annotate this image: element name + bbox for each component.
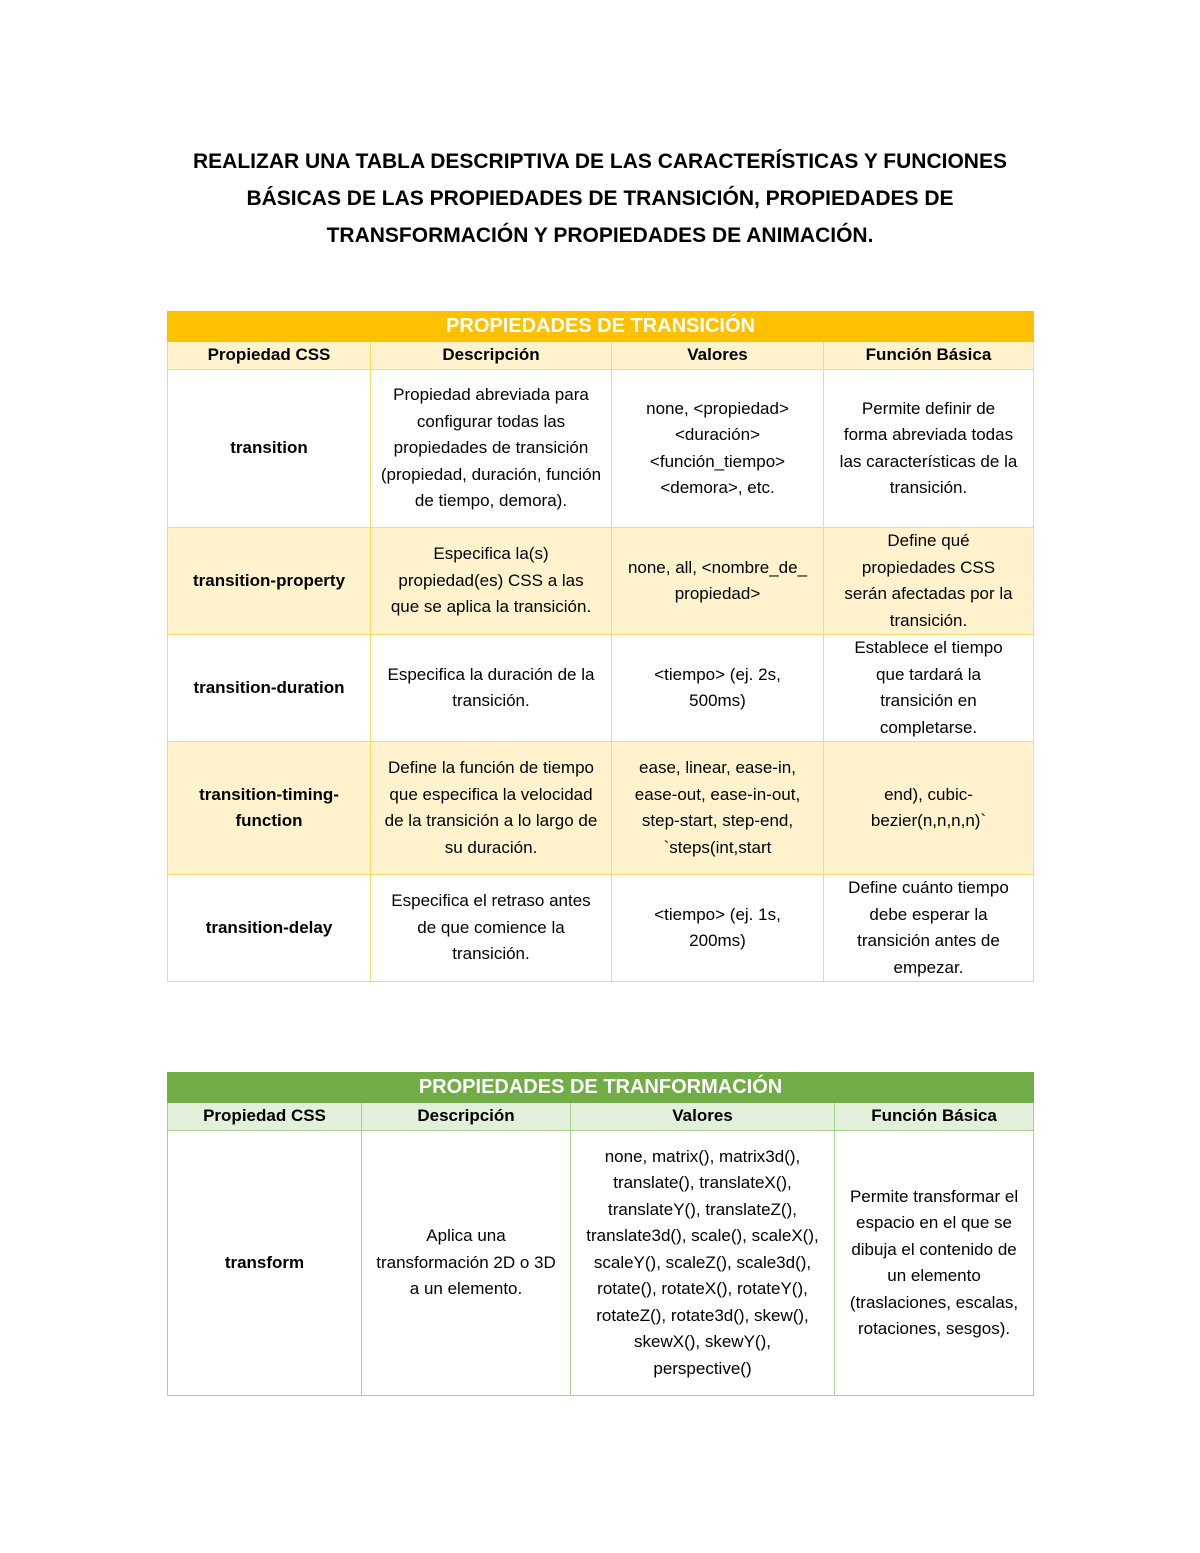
column-header-property: Propiedad CSS <box>168 1103 362 1131</box>
column-header-values: Valores <box>612 342 824 370</box>
function-cell: Establece el tiempo que tardará la transición en completarse. <box>824 635 1034 742</box>
values-cell: none, all, <nombre_de_propiedad> <box>612 528 824 635</box>
function-cell: Define qué propiedades CSS serán afectadas por la transición. <box>824 528 1034 635</box>
function-cell: end), cubic-bezier(n,n,n,n)` <box>824 742 1034 875</box>
property-cell: transform <box>168 1131 362 1396</box>
values-cell: none, <propiedad> <duración> <función_tiempo> <demora>, etc. <box>612 370 824 528</box>
column-header-description: Descripción <box>371 342 612 370</box>
heading-line-2: BÁSICAS DE LAS PROPIEDADES DE TRANSICIÓN, PROPIEDADES DE <box>246 187 954 210</box>
description-cell: Especifica la duración de la transición. <box>371 635 612 742</box>
table-row <box>168 528 1034 635</box>
function-cell: Define cuánto tiempo debe esperar la transición antes de empezar. <box>824 875 1034 982</box>
column-header-description: Descripción <box>362 1103 571 1131</box>
table-row <box>168 742 1034 875</box>
property-cell: transition-property <box>168 528 371 635</box>
table-row <box>168 635 1034 742</box>
table-row <box>168 875 1034 982</box>
description-cell: Aplica una transformación 2D o 3D a un elemento. <box>362 1131 571 1396</box>
property-cell: transition <box>168 370 371 528</box>
values-cell: none, matrix(), matrix3d(), translate(), translateX(), translateY(), translateZ(), translate3d(), scale(), scaleX(), scaleY(), scaleZ(), scale3d(), rotate(), rotateX(), rotateY(), rotateZ(), rotate3d(), skew(), skewX(), skewY(), perspective() <box>571 1131 835 1396</box>
transform-properties-table <box>167 1072 1034 1396</box>
property-cell: transition-delay <box>168 875 371 982</box>
document-heading <box>160 143 1040 254</box>
description-cell: Propiedad abreviada para configurar todas las propiedades de transición (propiedad, duración, función de tiempo, demora). <box>371 370 612 528</box>
property-cell: transition-timing-function <box>168 742 371 875</box>
transition-table-title: PROPIEDADES DE TRANSICIÓN <box>168 312 1034 342</box>
values-cell: <tiempo> (ej. 1s, 200ms) <box>612 875 824 982</box>
property-cell: transition-duration <box>168 635 371 742</box>
values-cell: <tiempo> (ej. 2s, 500ms) <box>612 635 824 742</box>
transition-properties-table <box>167 311 1034 982</box>
description-cell: Especifica el retraso antes de que comience la transición. <box>371 875 612 982</box>
column-header-property: Propiedad CSS <box>168 342 371 370</box>
values-cell: ease, linear, ease-in, ease-out, ease-in-out, step-start, step-end, `steps(int,start <box>612 742 824 875</box>
function-cell: Permite definir de forma abreviada todas las características de la transición. <box>824 370 1034 528</box>
heading-line-3: TRANSFORMACIÓN Y PROPIEDADES DE ANIMACIÓN. <box>326 224 874 247</box>
description-cell: Define la función de tiempo que especifica la velocidad de la transición a lo largo de su duración. <box>371 742 612 875</box>
function-cell: Permite transformar el espacio en el que se dibuja el contenido de un elemento (traslaciones, escalas, rotaciones, sesgos). <box>835 1131 1034 1396</box>
table-row <box>168 1131 1034 1396</box>
column-header-function: Función Básica <box>835 1103 1034 1131</box>
description-cell: Especifica la(s) propiedad(es) CSS a las que se aplica la transición. <box>371 528 612 635</box>
transform-table-title: PROPIEDADES DE TRANFORMACIÓN <box>168 1073 1034 1103</box>
column-header-values: Valores <box>571 1103 835 1131</box>
table-row <box>168 370 1034 528</box>
heading-line-1: REALIZAR UNA TABLA DESCRIPTIVA DE LAS CARACTERÍSTICAS Y FUNCIONES <box>193 150 1007 173</box>
column-header-function: Función Básica <box>824 342 1034 370</box>
